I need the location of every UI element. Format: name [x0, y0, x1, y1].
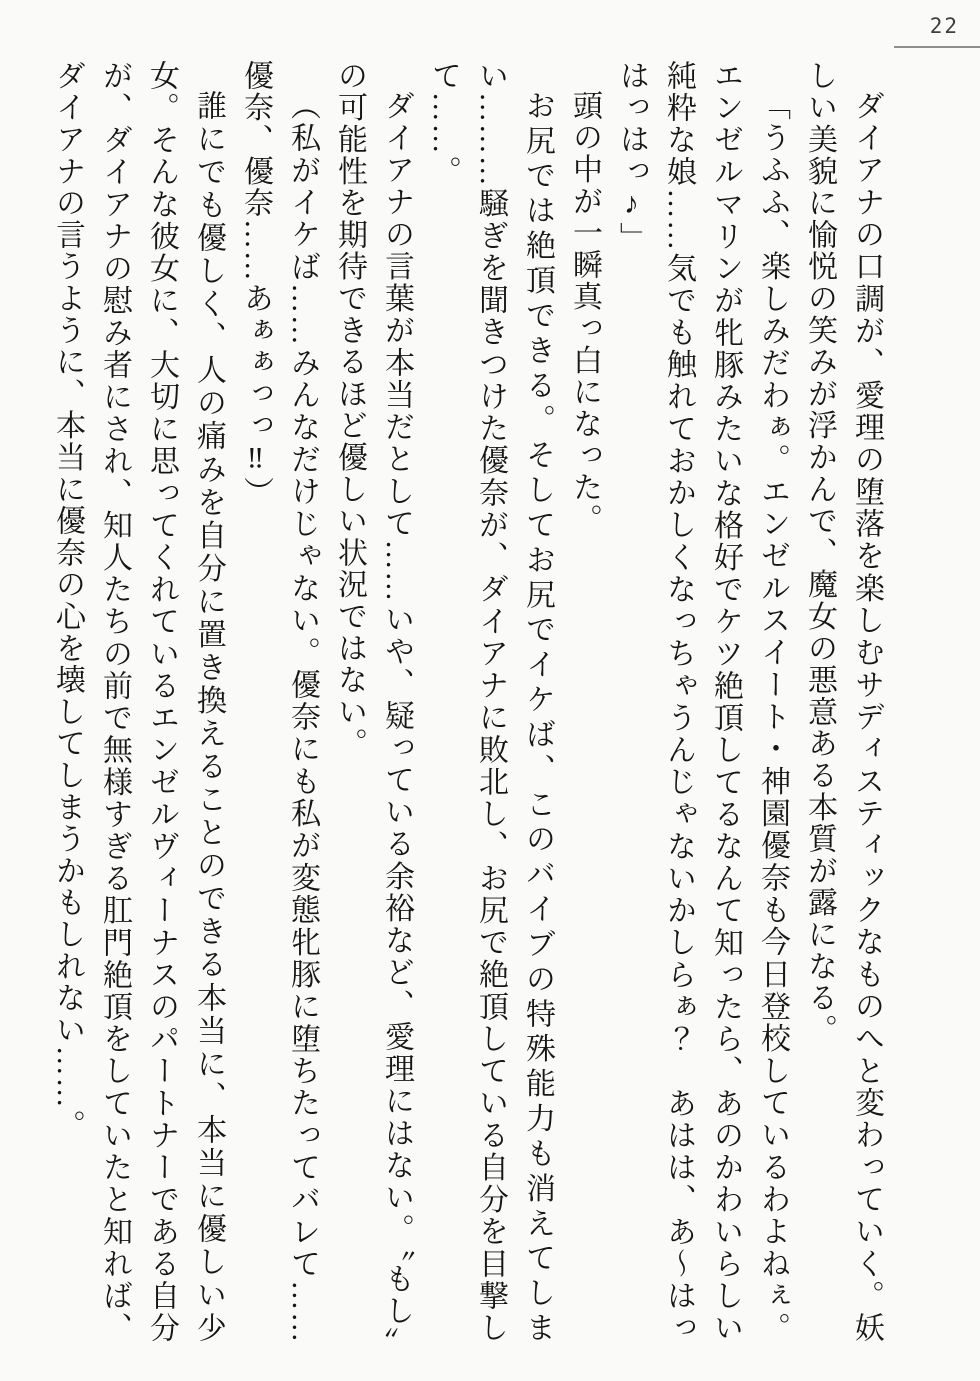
page-number: 22: [929, 14, 959, 38]
novel-paragraph-dialogue: 「うふふ、楽しみだわぁ。エンゼルスイート・神園優奈も今日登校しているわよねぇ。エンゼルマリンが牝豚みたいな格好でケツ絶頂してるなんて知ったら、あのかわいらしい純粋な娘……気でも触れておかしくなっちゃうんじゃないかしらぁ？ あはは、あ〜はっはっはっ♪」: [615, 60, 789, 1344]
novel-paragraph-inner-thought: （私がイケば……みんなだけじゃない。優奈にも私が変態牝豚に堕ちたってバレて……優奈、優奈……あぁぁっっ‼）: [239, 60, 319, 1344]
novel-paragraph: お尻では絶頂できる。そしてお尻でイケば、このバイブの特殊能力も消えてしまい………騒ぎを聞きつけた優奈が、ダイアナに敗北し、お尻で絶頂している自分を目撃して……。: [427, 60, 554, 1344]
page-number-rule: [894, 46, 980, 48]
novel-paragraph: ダイアナの言葉が本当だとして……いや、疑っている余裕など、愛理にはない。〝もし〟の可能性を期待できるほど優しい状況ではない。: [333, 60, 413, 1344]
novel-paragraph: 頭の中が一瞬真っ白になった。: [568, 90, 601, 536]
novel-paragraph: 誰にでも優しく、人の痛みを自分に置き換えることのできる本当に、本当に優しい少女。そんな彼女に、大切に思ってくれているエンゼルヴィーナスのパートナーである自分が、ダイアナの慰み者にされ、知人たちの前で無様すぎる肛門絶頂をしていたと知れば、ダイアナの言うように、本当に優奈の心を壊してしまうかもしれない……。: [51, 60, 225, 1344]
vertical-text-block: [44, 60, 890, 1344]
novel-paragraph: ダイアナの口調が、愛理の堕落を楽しむサディスティックなものへと変わっていく。妖しい美貌に愉悦の笑みが浮かんで、魔女の悪意ある本質が露になる。: [803, 60, 883, 1344]
